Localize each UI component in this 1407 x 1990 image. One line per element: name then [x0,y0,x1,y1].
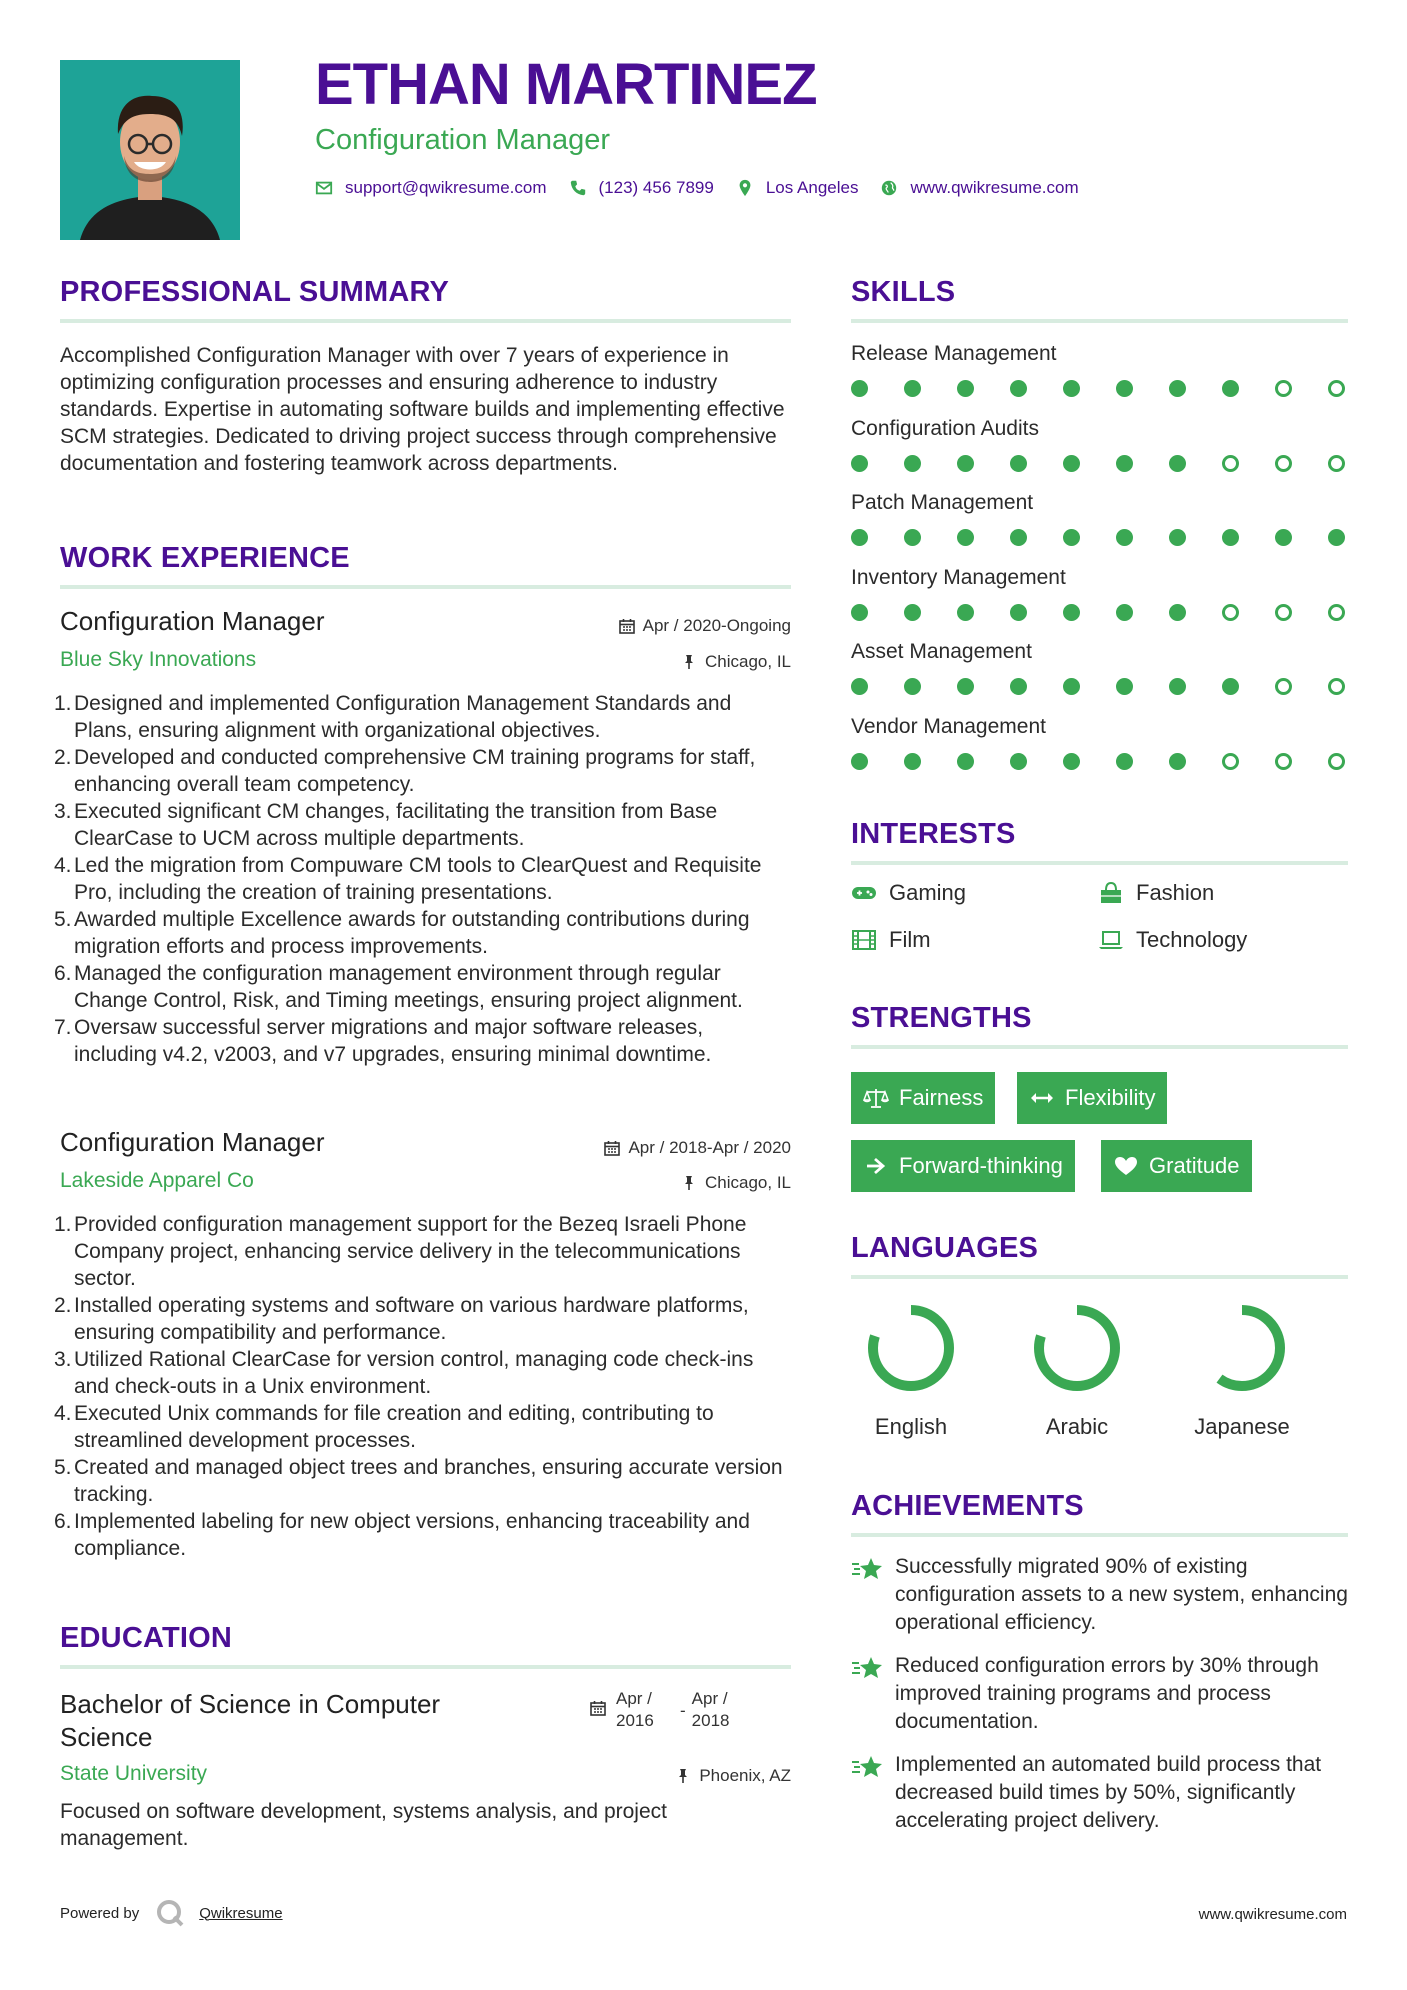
person-portrait-icon [60,60,240,240]
job-1-company: Blue Sky Innovations [60,648,257,671]
skill-name: Patch Management [851,491,1034,514]
rating-dot-filled [904,753,921,770]
rating-dot-filled [1063,678,1080,695]
strength-label: Flexibility [1065,1085,1156,1110]
work-divider [60,585,791,589]
list-item: 4. Executed Unix commands for file creation and editing, contributing to streamlined development processes. [54,1402,714,1452]
rating-dot-filled [957,380,974,397]
interest-film [851,927,931,953]
calendar-icon [590,1700,606,1716]
rating-dot-filled [904,380,921,397]
skill-rating [851,380,1345,397]
rating-dot-empty [1222,455,1239,472]
arrow-right-icon [863,1155,889,1177]
interest-technology [1098,927,1247,953]
skill-name: Release Management [851,342,1057,365]
map-pin-icon [736,179,754,197]
rating-dot-filled [1116,380,1133,397]
rating-dot-filled [1169,380,1186,397]
summary-heading: PROFESSIONAL SUMMARY [60,276,450,308]
rating-dot-empty [1222,753,1239,770]
strength-label: Gratitude [1149,1153,1240,1178]
contact-phone[interactable] [569,178,714,198]
heart-icon [1113,1155,1139,1177]
interest-label: Film [889,927,931,952]
summary-divider [60,319,791,323]
job-2-bullets [56,1211,791,1562]
rating-dot-filled [1222,529,1239,546]
language-item [836,1300,986,1440]
rating-dot-filled [1169,678,1186,695]
language-item [1167,1300,1317,1440]
strength-label: Fairness [899,1085,984,1110]
proficiency-arc [1204,1310,1280,1386]
contact-location [736,178,859,198]
rating-dot-filled [957,678,974,695]
education-heading: EDUCATION [60,1622,233,1654]
education-location [675,1766,791,1786]
rating-dot-empty [1328,604,1345,621]
job-2-location-text: Chicago, IL [705,1173,791,1192]
strengths-heading: STRENGTHS [851,1002,1032,1034]
rating-dot-filled [1169,455,1186,472]
achievement-text: Successfully migrated 90% of existing configuration assets to a new system, enhancing operational efficiency. [895,1555,1348,1634]
rating-dot-filled [904,604,921,621]
rating-dot-empty [1328,380,1345,397]
rating-dot-filled [851,529,868,546]
education-end: Apr / 2018 [691,1689,730,1730]
job-1-location-text: Chicago, IL [705,652,791,671]
brand-link[interactable]: Qwikresume [199,1904,283,1922]
skill-name: Asset Management [851,640,1032,663]
rating-dot-filled [904,678,921,695]
star-trophy-icon [851,1753,885,1781]
job-2-role: Configuration Manager [60,1127,325,1157]
rating-dot-filled [1116,678,1133,695]
rating-dot-filled [1116,753,1133,770]
achievement-text: Reduced configuration errors by 30% through improved training programs and process documentation. [895,1654,1319,1733]
rating-dot-filled [1010,529,1027,546]
strengths-divider [851,1045,1348,1049]
contact-email-text: support@qwikresume.com [345,178,547,197]
languages-heading: LANGUAGES [851,1232,1039,1264]
language-name: English [874,1414,948,1439]
proficiency-arc [873,1310,949,1386]
skill-rating [851,455,1345,472]
candidate-name: ETHAN MARTINEZ [315,52,817,117]
rating-dot-filled [1116,529,1133,546]
rating-dot-filled [851,604,868,621]
rating-dot-empty [1275,380,1292,397]
rating-dot-filled [1063,753,1080,770]
list-item: 1. Provided configuration management support for the Bezeq Israeli Phone Company project, enhancing service delivery in the telecommunications sector. [54,1213,747,1290]
skill-rating [851,753,1345,770]
rating-dot-empty [1275,678,1292,695]
rating-dot-filled [1010,604,1027,621]
rating-dot-filled [904,529,921,546]
contact-bar [315,178,1101,198]
rating-dot-filled [1010,455,1027,472]
job-2-dates-text: Apr / 2018-Apr / 2020 [628,1138,791,1157]
pushpin-icon [681,1175,697,1191]
list-item: 7. Oversaw successful server migrations and major software releases, including v4.2, v2003, and v7 upgrades, ensuring minimal downtime. [54,1016,712,1066]
strength-fairness [851,1072,995,1124]
education-school: State University [60,1762,208,1785]
rating-dot-filled [1169,604,1186,621]
rating-dot-empty [1222,604,1239,621]
calendar-icon [619,618,635,634]
contact-phone-text: (123) 456 7899 [598,178,714,197]
pushpin-icon [681,654,697,670]
rating-dot-filled [1275,529,1292,546]
interests-divider [851,861,1348,865]
pushpin-icon [675,1768,691,1784]
star-trophy-icon [851,1555,885,1583]
rating-dot-filled [957,753,974,770]
education-location-text: Phoenix, AZ [699,1766,791,1785]
education-dates [590,1688,742,1732]
balance-scale-icon [863,1087,889,1109]
education-description: Focused on software development, systems analysis, and project management. [60,1800,667,1850]
list-item: 2. Installed operating systems and software on various hardware platforms, ensuring compatibility and performance. [54,1294,749,1344]
languages-divider [851,1275,1348,1279]
rating-dot-filled [851,455,868,472]
rating-dot-filled [1222,380,1239,397]
language-item [1002,1300,1152,1440]
list-item: 3. Utilized Rational ClearCase for version control, managing code check-ins and check-outs in a Unix environment. [54,1348,754,1398]
rating-dot-filled [851,678,868,695]
film-icon [851,929,877,951]
education-degree: Bachelor of Science in Computer Science [60,1689,441,1752]
rating-dot-empty [1275,604,1292,621]
rating-dot-filled [1169,753,1186,770]
summary-text: Accomplished Configuration Manager with over 7 years of experience in optimizing configuration processes and ensuring adherence to industry standards. Expertise in automating software builds and implementing effective SCM strategies. Dedicated to driving project success through comprehensive documentation and fostering teamwork across departments. [60,344,785,475]
job-1-location [681,652,791,672]
achievement-item [851,1751,1348,1835]
qwikresume-logo-icon [155,1898,185,1928]
interest-label: Fashion [1136,880,1215,905]
powered-by-text: Powered by [60,1904,140,1922]
work-heading: WORK EXPERIENCE [60,542,350,574]
calendar-icon [604,1140,620,1156]
rating-dot-filled [904,455,921,472]
rating-dot-filled [1169,529,1186,546]
list-item: 1. Designed and implemented Configuration Management Standards and Plans, ensuring alignment with organizational objectives. [54,692,732,742]
list-item: 3. Executed significant CM changes, facilitating the transition from Base ClearCase to UCM across multiple departments. [54,800,718,850]
contact-website[interactable] [880,178,1078,198]
skill-name: Vendor Management [851,714,1046,738]
contact-website-text: www.qwikresume.com [910,178,1079,197]
skill-name: Inventory Management [851,565,1066,589]
education-divider [60,1665,791,1669]
rating-dot-filled [851,753,868,770]
rating-dot-filled [1328,529,1345,546]
envelope-icon [315,179,333,197]
globe-icon [880,179,898,197]
job-1-dates [619,616,791,636]
language-proficiency-ring [1029,1300,1125,1396]
job-1-role: Configuration Manager [60,606,325,636]
proficiency-arc [1039,1310,1115,1386]
rating-dot-filled [1063,529,1080,546]
job-2-company: Lakeside Apparel Co [60,1169,254,1192]
skills-heading: SKILLS [851,276,956,308]
rating-dot-filled [851,380,868,397]
achievement-text: Implemented an automated build process that decreased build times by 50%, significantly accelerating project delivery. [895,1753,1322,1832]
language-proficiency-ring [1194,1300,1290,1396]
education-start: Apr / 2016 [616,1689,654,1730]
laptop-icon [1098,929,1124,951]
achievement-item [851,1553,1348,1637]
achievements-heading: ACHIEVEMENTS [851,1490,1084,1522]
list-item: 6. Managed the configuration management environment through regular Change Control, Risk, and Timing meetings, ensuring project alignment. [54,962,743,1012]
rating-dot-empty [1275,753,1292,770]
gamepad-icon [851,882,877,904]
achievement-item [851,1652,1348,1736]
interests-heading: INTERESTS [851,818,1016,850]
rating-dot-filled [1010,753,1027,770]
rating-dot-filled [1063,380,1080,397]
rating-dot-filled [1222,678,1239,695]
rating-dot-filled [1063,455,1080,472]
skill-rating [851,529,1345,546]
rating-dot-filled [1116,455,1133,472]
skill-name: Configuration Audits [851,416,1039,440]
star-trophy-icon [851,1654,885,1682]
strength-forward-thinking [851,1140,1075,1192]
footer-powered-by [60,1898,283,1928]
language-proficiency-ring [863,1300,959,1396]
contact-email[interactable] [315,178,547,198]
rating-dot-filled [1010,380,1027,397]
strength-flexibility [1017,1072,1167,1124]
rating-dot-filled [957,529,974,546]
job-1-bullets [56,690,791,1068]
rating-dot-filled [957,604,974,621]
skill-rating [851,678,1345,695]
strength-label: Forward-thinking [899,1153,1063,1178]
rating-dot-filled [957,455,974,472]
interest-label: Technology [1136,927,1248,952]
job-2-location [681,1173,791,1193]
job-2-dates [604,1138,791,1158]
profile-photo [60,60,240,240]
rating-dot-empty [1328,753,1345,770]
list-item: 5. Created and managed object trees and branches, ensuring accurate version tracking. [54,1456,783,1506]
job-1-dates-text: Apr / 2020-Ongoing [642,616,791,635]
interest-fashion [1098,880,1214,906]
rating-dot-empty [1328,455,1345,472]
candidate-title: Configuration Manager [315,124,611,156]
interest-gaming [851,880,966,906]
shopping-bag-icon [1098,882,1124,904]
list-item: 2. Developed and conducted comprehensive CM training programs for staff, enhancing overall team competency. [54,746,756,796]
rating-dot-filled [1010,678,1027,695]
skills-divider [851,319,1348,323]
rating-dot-empty [1275,455,1292,472]
list-item: 6. Implemented labeling for new object versions, enhancing traceability and compliance. [54,1510,750,1560]
contact-location-text: Los Angeles [765,178,859,197]
strength-gratitude [1101,1140,1252,1192]
date-separator: - [680,1701,686,1720]
interest-label: Gaming [889,880,967,905]
skill-rating [851,604,1345,621]
arrows-horizontal-icon [1029,1087,1055,1109]
phone-icon [569,179,587,197]
rating-dot-empty [1328,678,1345,695]
language-name: Arabic [1045,1414,1109,1439]
rating-dot-filled [1063,604,1080,621]
footer-website[interactable]: www.qwikresume.com [1198,1906,1347,1923]
rating-dot-filled [1116,604,1133,621]
list-item: 5. Awarded multiple Excellence awards for outstanding contributions during migration efforts and process improvements. [54,908,750,958]
achievements-divider [851,1533,1348,1537]
list-item: 4. Led the migration from Compuware CM tools to ClearQuest and Requisite Pro, including the creation of training presentations. [54,854,762,904]
language-name: Japanese [1194,1414,1290,1439]
